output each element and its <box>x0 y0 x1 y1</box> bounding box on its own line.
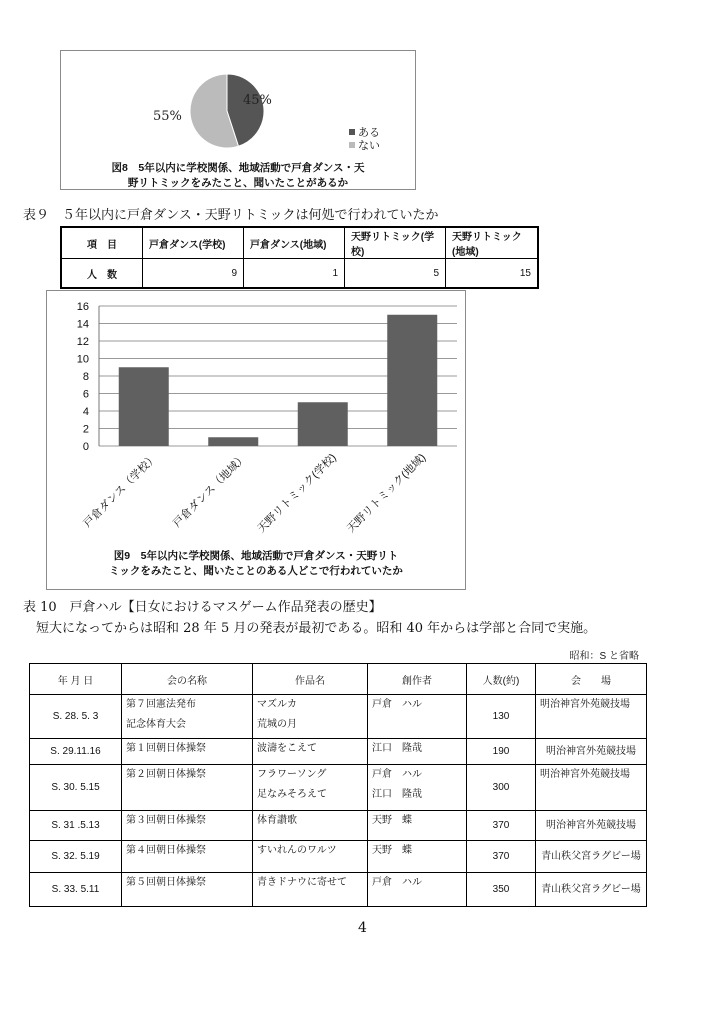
legend-swatch-aru <box>349 129 355 135</box>
table-9-header-cell: 戸倉ダンス(学校) <box>143 227 244 259</box>
table-9-value-cell: 1 <box>244 259 345 289</box>
table-10-header-cell: 人数(約) <box>467 664 536 695</box>
table-9-title: 表９ ５年以内に戸倉ダンス・天野リトミックは何処で行われていたか <box>23 208 439 223</box>
table-10-cell-date: S. 33. 5.11 <box>30 873 122 907</box>
x-tick-label: 戸倉ダンス（地域） <box>171 451 250 530</box>
table-10-cell-venue: 明治神宮外苑競技場 <box>536 765 647 811</box>
x-tick-label: 天野リトミック(学校) <box>255 451 339 536</box>
y-tick-label: 16 <box>76 301 89 313</box>
table-10-row <box>30 739 647 765</box>
bar-chart-canvas <box>47 291 465 589</box>
table-10-event-line: 第５回朝日体操祭 <box>126 877 206 888</box>
table-10-cell-creator <box>368 873 467 907</box>
y-tick-label: 12 <box>76 336 89 348</box>
table-10-cell-event <box>122 841 253 873</box>
x-tick-label: 戸倉ダンス（学校） <box>81 451 160 530</box>
figure-8-pie-chart <box>60 50 416 190</box>
table-9-row-label: 人 数 <box>61 259 143 289</box>
table-9 <box>60 226 539 289</box>
table-10-cell-venue: 青山秩父宮ラグビー場 <box>536 873 647 907</box>
table-10-creator-line: 戸倉 ハル <box>372 769 422 780</box>
table-10-row <box>30 695 647 739</box>
bar-3 <box>387 315 437 446</box>
table-10-cell-date: S. 30. 5.15 <box>30 765 122 811</box>
table-10-event-line: 第２回朝日体操祭 <box>126 769 206 780</box>
table-10-event-line: 第１回朝日体操祭 <box>126 743 206 754</box>
table-9-header-cell: 戸倉ダンス(地域) <box>244 227 345 259</box>
table-10-works-line: 青きドナウに寄せて <box>257 877 347 888</box>
table-10-header-cell: 年 月 日 <box>30 664 122 695</box>
table-9-header-cell: 天野リトミック(学校) <box>345 227 446 259</box>
table-10-cell-works <box>253 811 368 841</box>
x-tick-label: 天野リトミック(地域) <box>344 451 429 536</box>
table-10-cell-count: 190 <box>467 739 536 765</box>
table-10-row <box>30 765 647 811</box>
table-10-event-line: 記念体育大会 <box>126 719 186 730</box>
table-10-creator-line: 天野 蝶 <box>372 845 412 856</box>
table-10-cell-date: S. 32. 5.19 <box>30 841 122 873</box>
table-10-header-row <box>30 664 647 695</box>
table-10-row <box>30 873 647 907</box>
table-10-cell-count: 370 <box>467 811 536 841</box>
bar-0 <box>119 367 169 446</box>
figure-9-bar-chart <box>46 290 466 590</box>
table-10-cell-creator <box>368 841 467 873</box>
table-10-creator-line: 天野 蝶 <box>372 815 412 826</box>
table-9-header-cell: 項 目 <box>61 227 143 259</box>
table-10-cell-creator <box>368 695 467 739</box>
y-tick-label: 10 <box>76 353 89 366</box>
table-10-cell-event <box>122 739 253 765</box>
table-10-cell-venue: 明治神宮外苑競技場 <box>536 739 647 765</box>
table-10-cell-count: 300 <box>467 765 536 811</box>
table-9-header-row <box>61 227 538 259</box>
y-tick-label: 8 <box>82 371 89 383</box>
table-10-cell-venue: 明治神宮外苑競技場 <box>536 811 647 841</box>
table-10-title: 表 10 戸倉ハル【日女におけるマスゲーム作品発表の歴史】 <box>23 600 382 615</box>
table-10-creator-line: 江口 隆哉 <box>372 789 422 800</box>
table-10-unit-note: 昭和：S と省略 <box>569 651 639 662</box>
table-10-cell-works <box>253 873 368 907</box>
table-10-cell-date: S. 28. 5. 3 <box>30 695 122 739</box>
table-10-cell-venue: 青山秩父宮ラグビー場 <box>536 841 647 873</box>
legend-item-nai <box>349 137 380 153</box>
figure-9-caption-line-2: ミックをみたこと、聞いたことのある人どこで行われていたか <box>109 565 403 577</box>
table-10-cell-event <box>122 873 253 907</box>
y-tick-label: 4 <box>82 406 89 418</box>
table-9-data-row <box>61 259 538 289</box>
table-10-cell-creator <box>368 765 467 811</box>
table-10-event-line: 第７回憲法発布 <box>126 699 196 710</box>
table-10-works-line: マズルカ <box>257 699 297 710</box>
bar-1 <box>208 437 258 446</box>
table-10-row <box>30 811 647 841</box>
table-10-header-cell: 会 場 <box>536 664 647 695</box>
table-10-works-line: 体育讃歌 <box>257 815 297 826</box>
table-10-note: 短大になってからは昭和 28 年 5 月の発表が最初である。昭和 40 年からは学部と合同で実施。 <box>36 621 597 636</box>
legend-label-aru: ある <box>358 126 380 139</box>
table-10-creator-line: 江口 隆哉 <box>372 743 422 754</box>
table-10-works-line: 波濤をこえて <box>257 743 317 754</box>
table-10-cell-creator <box>368 739 467 765</box>
y-tick-label: 14 <box>76 318 89 331</box>
table-10-works-line: 足なみそろえて <box>257 789 327 800</box>
table-10-cell-event <box>122 695 253 739</box>
table-9-value-cell: 5 <box>345 259 446 289</box>
table-10-cell-event <box>122 811 253 841</box>
figure-9-caption <box>47 549 465 579</box>
figure-8-caption-line-2: 野リトミックをみたこと、聞いたことがあるか <box>127 177 349 189</box>
table-10 <box>29 663 647 907</box>
table-10-works-line: 荒城の月 <box>257 719 297 730</box>
table-10-cell-count: 370 <box>467 841 536 873</box>
table-10-cell-creator <box>368 811 467 841</box>
table-10-header-cell: 会の名称 <box>122 664 253 695</box>
figure-8-caption <box>61 161 415 191</box>
table-10-creator-line: 戸倉 ハル <box>372 877 422 888</box>
table-10-cell-date: S. 29.11.16 <box>30 739 122 765</box>
y-tick-label: 6 <box>82 388 89 401</box>
y-tick-label: 0 <box>82 441 89 453</box>
legend-swatch-nai <box>349 142 355 148</box>
table-10-row <box>30 841 647 873</box>
page-number: 4 <box>358 920 367 936</box>
table-10-cell-event <box>122 765 253 811</box>
table-10-cell-count: 350 <box>467 873 536 907</box>
pie-data-label-1: 55% <box>153 109 182 124</box>
table-9-value-cell: 15 <box>446 259 539 289</box>
table-10-cell-works <box>253 695 368 739</box>
table-10-cell-venue: 明治神宮外苑競技場 <box>536 695 647 739</box>
table-10-cell-count: 130 <box>467 695 536 739</box>
table-10-cell-date: S. 31 .5.13 <box>30 811 122 841</box>
table-10-cell-works <box>253 739 368 765</box>
table-10-cell-works <box>253 765 368 811</box>
table-10-header-cell: 創作者 <box>368 664 467 695</box>
table-10-creator-line: 戸倉 ハル <box>372 699 422 710</box>
table-10-header-cell: 作品名 <box>253 664 368 695</box>
table-10-works-line: フラワーソング <box>257 769 327 780</box>
figure-8-caption-line-1: 図8 5年以内に学校関係、地域活動で戸倉ダンス・天 <box>111 162 365 174</box>
y-tick-label: 2 <box>82 423 89 436</box>
table-10-works-line: すいれんのワルツ <box>257 845 337 856</box>
table-10-cell-works <box>253 841 368 873</box>
pie-data-label-0: 45% <box>243 93 272 108</box>
figure-9-caption-line-1: 図9 5年以内に学校関係、地域活動で戸倉ダンス・天野リト <box>113 550 399 562</box>
table-9-value-cell: 9 <box>143 259 244 289</box>
table-9-header-cell: 天野リトミック(地域) <box>446 227 539 259</box>
table-10-event-line: 第４回朝日体操祭 <box>126 845 206 856</box>
bar-2 <box>298 402 348 446</box>
table-10-event-line: 第３回朝日体操祭 <box>126 815 206 826</box>
legend-label-nai: ない <box>358 139 380 152</box>
